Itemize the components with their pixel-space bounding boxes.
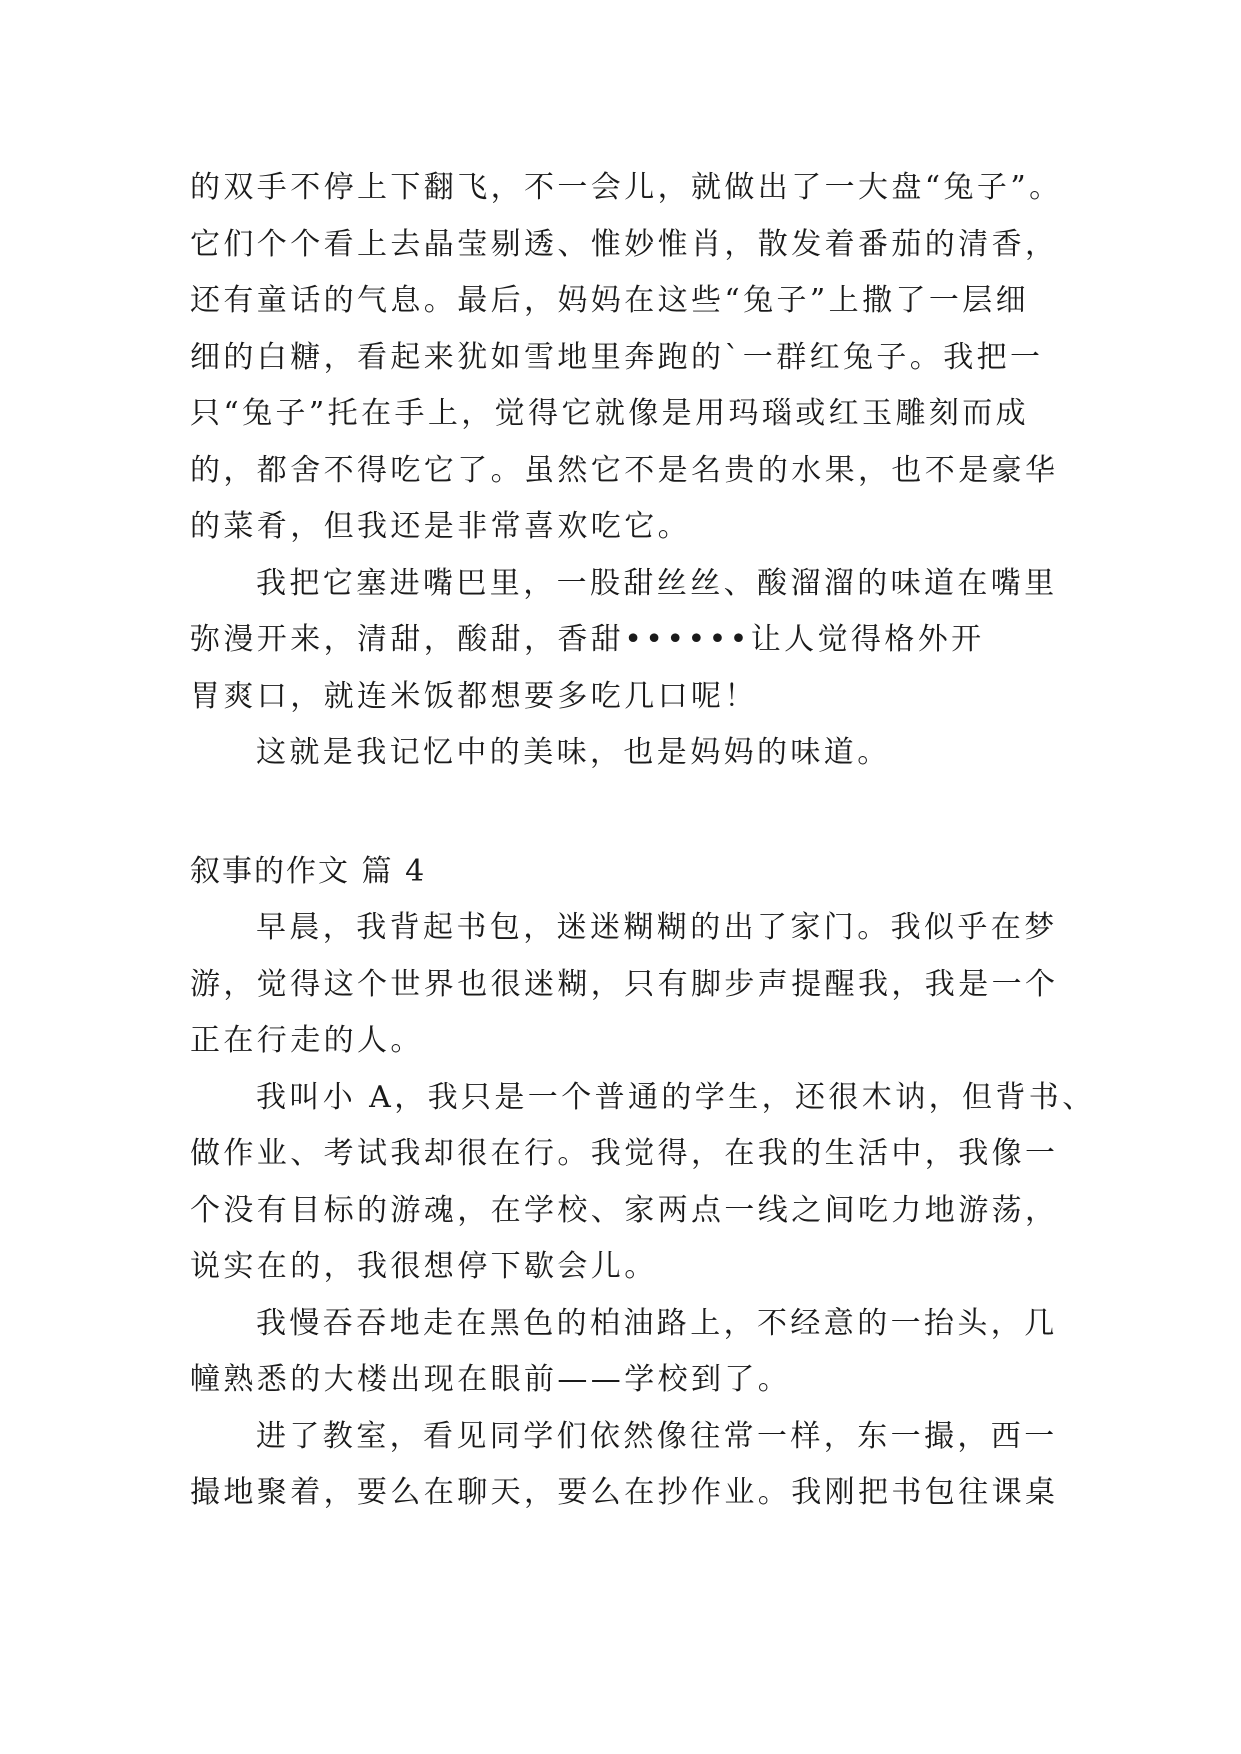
text-line: 胃爽口，就连米饭都想要多吃几口呢！: [190, 678, 758, 714]
text-line: 正在行走的人。: [190, 1023, 424, 1058]
text-line: 幢熟悉的大楼出现在眼前——学校到了。: [190, 1362, 792, 1397]
text-line: 我慢吞吞地走在黑色的柏油路上，不经意的一抬头，几: [256, 1305, 1058, 1341]
text-line: 还有童话的气息。最后，妈妈在这些“兔子”上撒了一层细: [190, 283, 1030, 318]
text-line: 这就是我记忆中的美味，也是妈妈的味道。: [256, 735, 891, 770]
text-line: 的菜肴，但我还是非常喜欢吃它。: [190, 509, 691, 544]
paragraph: [190, 1409, 1059, 1522]
text-line: 游，觉得这个世界也很迷糊，只有脚步声提醒我，我是一个: [190, 966, 1059, 1002]
paragraph: [190, 1070, 1096, 1296]
paragraph: [190, 160, 1063, 556]
text-line: 做作业、考试我却很在行。我觉得，在我的生活中，我像一: [190, 1136, 1059, 1171]
document-page: [190, 160, 1096, 1522]
text-line: 它们个个看上去晶莹剔透、惟妙惟肖，散发着番茄的清香，: [190, 226, 1059, 262]
text-line: 的，都舍不得吃它了。虽然它不是名贵的水果，也不是豪华: [190, 452, 1059, 488]
text-line: 撮地聚着，要么在聊天，要么在抄作业。我刚把书包往课桌: [190, 1475, 1059, 1510]
text-line: 弥漫开来，清甜，酸甜，香甜••••••让人觉得格外开: [190, 622, 985, 657]
section-title: 叙事的作文 篇 4: [190, 853, 427, 889]
text-line: 早晨，我背起书包，迷迷糊糊的出了家门。我似乎在梦: [256, 910, 1058, 945]
paragraph: [190, 900, 1059, 1070]
text-line: 进了教室，看见同学们依然像往常一样，东一撮，西一: [256, 1418, 1058, 1454]
text-line: 我把它塞进嘴巴里，一股甜丝丝、酸溜溜的味道在嘴里: [256, 565, 1058, 601]
section-spacer: [190, 782, 1052, 844]
paragraph: [190, 725, 1052, 782]
text-line: 个没有目标的游魂，在学校、家两点一线之间吃力地游荡，: [190, 1192, 1059, 1228]
paragraph: [190, 1296, 1058, 1409]
text-line: 我叫小 A，我只是一个普通的学生，还很木讷，但背书、: [256, 1079, 1096, 1115]
text-line: 只“兔子”托在手上，觉得它就像是用玛瑙或红玉雕刻而成: [190, 396, 1030, 431]
paragraph: [190, 556, 1058, 726]
text-line: 说实在的，我很想停下歇会儿。: [190, 1249, 658, 1284]
text-line: 细的白糖，看起来犹如雪地里奔跑的`一群红兔子。我把一: [190, 339, 1044, 375]
text-line: 的双手不停上下翻飞，不一会儿，就做出了一大盘“兔子”。: [190, 170, 1063, 205]
